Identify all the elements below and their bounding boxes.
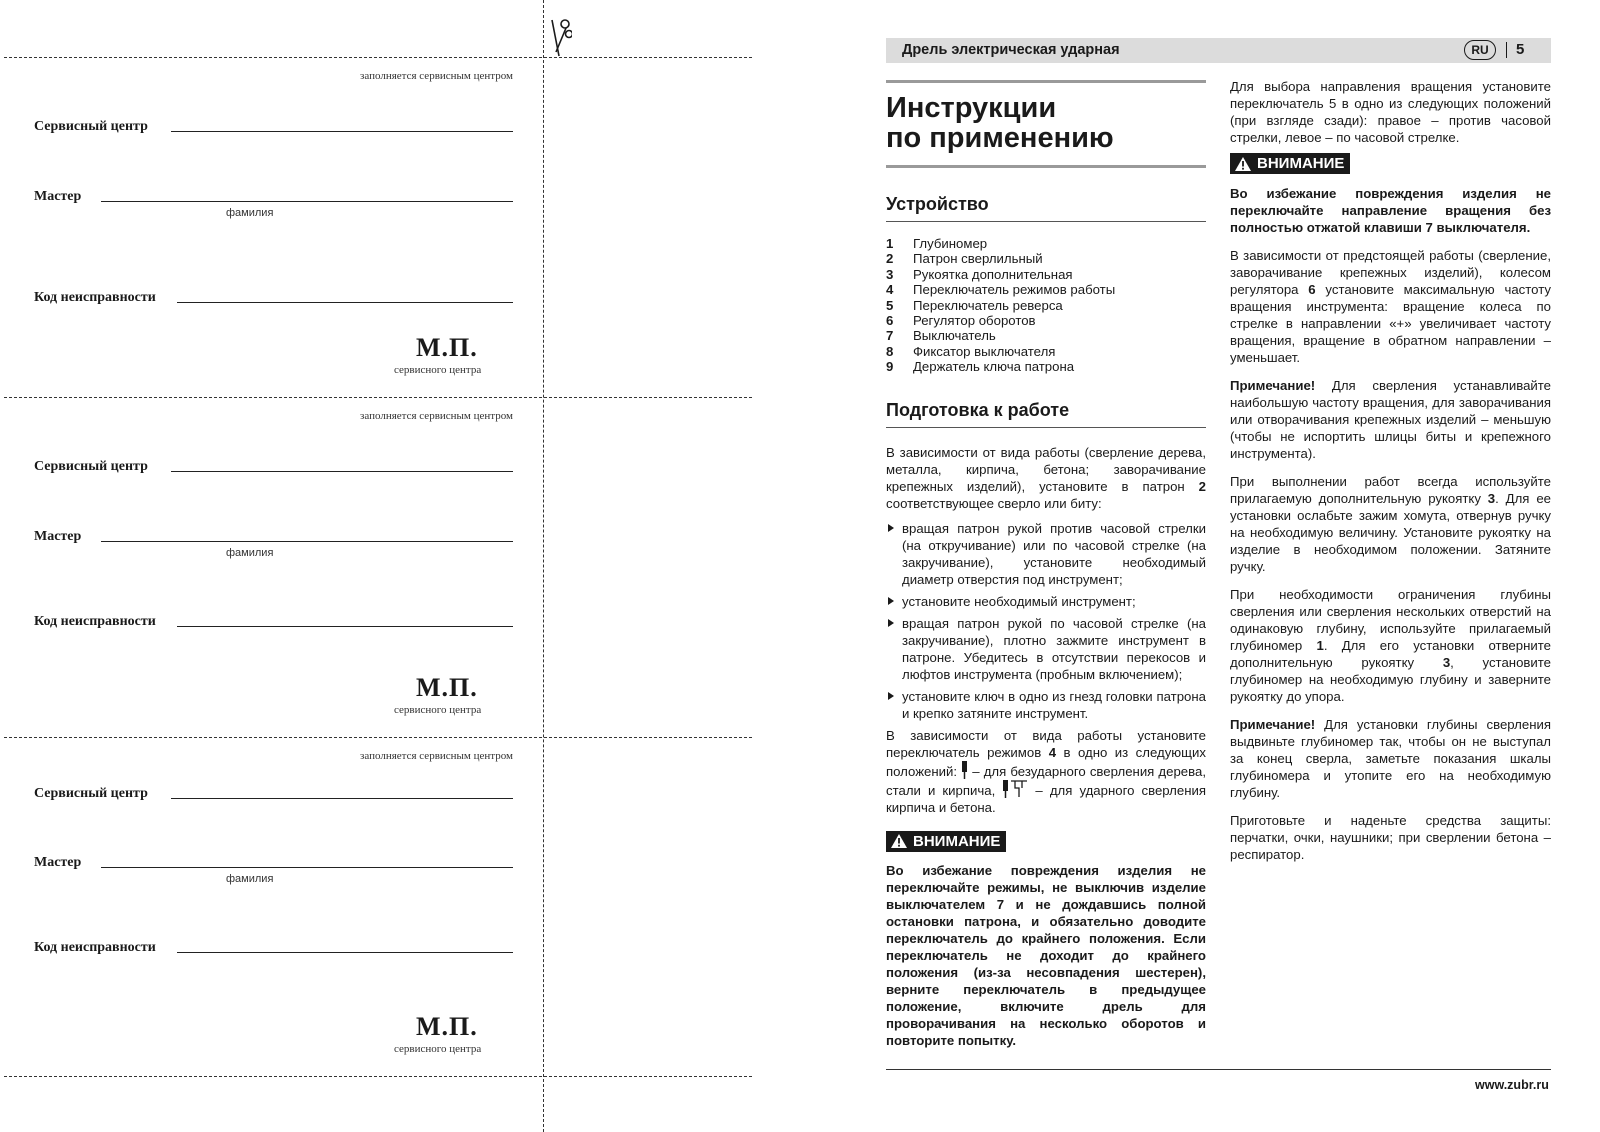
fault-code-label: Код неисправности: [34, 614, 156, 629]
speed-paragraph: В зависимости от предстоящей работы (сверление, заворачивание крепежных изделий), колесом регулятора 6 установите максимальную частоту вращения инструмента: вращение колеса по стрелке в направлении «+» увеличивает частоту вращения, вращение в обратном направлении – уменьшает.: [1230, 247, 1551, 365]
list-item: 6 Регулятор оборотов: [886, 313, 1036, 329]
fill-note: заполняется сервисным центром: [360, 410, 513, 422]
depth-paragraph: При необходимости ограничения глубины сверления или сверления нескольких отверстий на одинаковую глубину, используйте прилагаемый глубиномер 1. Для его установки отверните дополнительную рукоятку 3, установите глубиномер на необходимую глубину и заверните рукоятку до упора.: [1230, 586, 1552, 704]
device-heading: Устройство: [886, 194, 1206, 222]
language-badge: RU: [1464, 40, 1496, 60]
warning-icon: [1235, 157, 1251, 171]
header-divider: [1506, 42, 1507, 58]
surname-label: фамилия: [226, 873, 274, 885]
fault-code-label: Код неисправности: [34, 940, 156, 955]
list-item: установите необходимый инструмент;: [886, 593, 1206, 610]
list-item: вращая патрон рукой по часовой стрелке (на закручивание), плотно зажмите инструмент в патроне. Убедитесь в отсутствии перекосов и люфтов инструмента (пробным включением);: [886, 615, 1206, 683]
note-paragraph: Примечание! Для сверления устанавливайте наибольшую частоту вращения, для заворачивания или отворачивания крепежных изделий – меньшую (чтобы не испортить шлицы биты и крепежного инструмента).: [1230, 377, 1551, 461]
title-rule-bottom: [886, 165, 1206, 168]
list-item: 9 Держатель ключа патрона: [886, 359, 1075, 375]
preparation-intro: В зависимости от вида работы (сверление дерева, металла, кирпича, бетона; заворачивание крепежных изделий), установите в патрон 2 соответствующее сверло или биту:: [886, 444, 1206, 511]
list-item: 5 Переключатель реверса: [886, 297, 1063, 313]
surname-label: фамилия: [226, 207, 274, 219]
master-label: Мастер: [34, 529, 82, 544]
preparation-steps: [886, 520, 1206, 722]
master-label: Мастер: [34, 855, 82, 870]
stamp-sub-label: сервисного центра: [394, 364, 482, 376]
warning-text: Во избежание повреждения изделия не переключайте направление вращения без полностью отжатой клавиши 7 выключателя.: [1230, 185, 1551, 235]
list-item: установите ключ в одно из гнезд головки патрона и крепко затяните инструмент.: [886, 688, 1206, 722]
warning-block: [1230, 153, 1551, 176]
page-number: 5: [1516, 41, 1525, 58]
stamp-sub-label: сервисного центра: [394, 1043, 482, 1055]
warning-label: ВНИМАНИЕ: [1230, 153, 1350, 174]
footer-rule: [886, 1069, 1551, 1070]
list-item: 2 Патрон сверлильный: [886, 251, 1043, 267]
fill-note: заполняется сервисным центром: [360, 750, 513, 762]
page-header: [886, 38, 1551, 63]
warranty-coupon: [0, 737, 543, 1077]
surname-label: фамилия: [226, 547, 274, 559]
product-title: Дрель электрическая ударная: [902, 42, 1120, 58]
mode-paragraph: В зависимости от вида работы установите переключатель режимов 4 в одно из следующих положений: – для безударного сверления дерева, стали и кирпича, – для ударного сверления кирпича и бетона.: [886, 727, 1207, 815]
note-paragraph: Примечание! Для установки глубины сверления выдвиньте глубиномер так, чтобы он не выступал за конец сверла, заметьте показания шкалы глубиномера и утопите его на необходимую глубину.: [1230, 716, 1551, 800]
device-parts-list: [886, 236, 1206, 375]
stamp-label: М.П.: [416, 1012, 478, 1041]
warning-icon: [891, 834, 907, 848]
master-label: Мастер: [34, 189, 82, 204]
list-item: 1 Глубиномер: [886, 236, 988, 251]
handle-paragraph: При выполнении работ всегда используйте прилагаемую дополнительную рукоятку 3. Для ее установки ослабьте зажим хомута, отвернув ручку на необходимую величину. Установите рукоятку на изделие в необходимом положении. Затяните ручку.: [1230, 473, 1551, 574]
direction-paragraph: Для выбора направления вращения установите переключатель 5 в одно из следующих положений (при взгляде сзади): правое – против часовой стрелки, левое – по часовой стрелке.: [1230, 79, 1551, 145]
list-item: 3 Рукоятка дополнительная: [886, 266, 1073, 282]
preparation-heading: Подготовка к работе: [886, 400, 1206, 428]
page-title: Инструкции по применению: [886, 92, 1114, 154]
service-center-field[interactable]: [171, 131, 513, 132]
master-field[interactable]: [101, 541, 513, 542]
service-center-field[interactable]: [171, 471, 513, 472]
warning-label: ВНИМАНИЕ: [886, 831, 1006, 852]
service-center-label: Сервисный центр: [34, 786, 148, 801]
stamp-sub-label: сервисного центра: [394, 704, 482, 716]
fault-code-field[interactable]: [177, 626, 513, 627]
master-field[interactable]: [101, 867, 513, 868]
protection-paragraph: Приготовьте и наденьте средства защиты: перчатки, очки, наушники; при сверлении бетона – респиратор.: [1230, 812, 1551, 862]
master-field[interactable]: [101, 201, 513, 202]
warranty-coupon: [0, 57, 543, 397]
warning-block: [886, 831, 1206, 854]
cut-line-vertical: [543, 0, 544, 1132]
left-column: [886, 80, 1206, 1049]
service-center-label: Сервисный центр: [34, 459, 148, 474]
website-link[interactable]: www.zubr.ru: [1475, 1078, 1549, 1092]
fault-code-field[interactable]: [177, 302, 513, 303]
title-rule-top: [886, 80, 1206, 83]
hammer-drill-mode-icon: [1002, 780, 1028, 798]
warranty-coupon: [0, 397, 543, 737]
service-center-label: Сервисный центр: [34, 119, 148, 134]
list-item: 8 Фиксатор выключателя: [886, 343, 1056, 359]
service-center-field[interactable]: [171, 798, 513, 799]
list-item: 7 Выключатель: [886, 328, 996, 344]
list-item: 4 Переключатель режимов работы: [886, 282, 1116, 298]
list-item: вращая патрон рукой против часовой стрелки (на откручивание) или по часовой стрелке (на закручивание), установите необходимый диаметр отверстия под инструмент;: [886, 520, 1206, 588]
right-column: [1230, 78, 1551, 863]
fault-code-label: Код неисправности: [34, 290, 156, 305]
stamp-label: М.П.: [416, 333, 478, 362]
fill-note: заполняется сервисным центром: [360, 70, 513, 82]
scissors-icon: [546, 18, 572, 58]
fault-code-field[interactable]: [177, 952, 513, 953]
stamp-label: М.П.: [416, 673, 478, 702]
warning-text: Во избежание повреждения изделия не переключайте режимы, не выключив изделие выключателем 7 и не дождавшись полной остановки патрона, и обязательно доводите переключатель до крайнего положения. Если переключатель не доходит до крайнего положения (из-за несовпадения шестерен), верните переключатель в предыдущее положение, включите дрель для проворачивания на несколько оборотов и повторите попытку.: [886, 863, 1206, 1049]
